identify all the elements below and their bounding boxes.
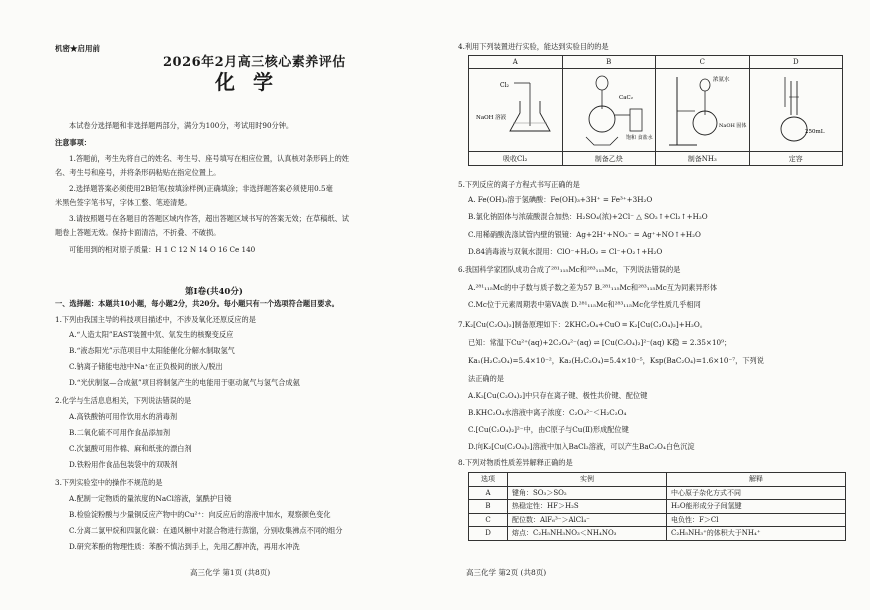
table-cell: D (469, 527, 508, 541)
question-4: 4.利用下列装置进行实验，能达到实验目的的是 (458, 42, 609, 51)
apparatus-d-figure (749, 69, 843, 152)
note-line: 3.请按照题号在各题目的答题区域内作答，超出答题区域书写的答案无效；在草稿纸、试 (69, 214, 349, 223)
option-line: A.高铁酸钠可用作饮用水的消毒剂 (69, 412, 178, 421)
subject-title: 化学 (215, 70, 291, 94)
apparatus-table (468, 55, 843, 166)
table-cell: B (469, 500, 508, 514)
apparatus-label: NaOH 固体 (719, 123, 747, 129)
option-line: A.²⁸¹₁₁₅Mc的中子数与质子数之差为57 B.²⁸¹₁₁₅Mc和²⁸³₁₁₅Mc互为同素异形体 (468, 283, 718, 292)
apparatus-label: 饱和 食盐水 (625, 135, 653, 141)
table-row (469, 527, 846, 541)
option-line: C.用稀硝酸洗涤试管内壁的银镜：Ag+2H⁺+NO₃⁻ = Ag⁺+NO↑+H₂O (468, 230, 701, 239)
table-cell: 中心原子杂化方式不同 (667, 486, 846, 500)
table-row (469, 513, 846, 527)
question-5: 5.下列反应的离子方程式书写正确的是 (458, 180, 580, 189)
note-line: 米黑色签字笔书写，字体工整、笔迹清楚。 (55, 198, 192, 207)
option-line: A.“人造太阳”EAST装置中氘、氚发生的核聚变反应 (69, 330, 234, 339)
atomic-mass-line: 可能用到的相对原子质量：H 1 C 12 N 14 O 16 Ce 140 (69, 245, 256, 254)
table-header: 实例 (508, 473, 667, 487)
question-6: 6.我国科学家团队成功合成了²⁸¹₁₁₅Mc和²⁸³₁₁₅Mc，下列说法错误的是 (458, 265, 681, 274)
left-column (55, 0, 440, 610)
option-line: B.氯化钠固体与浓硫酸混合加热：H₂SO₄(浓)+2Cl⁻ △ SO₂↑+Cl₂↑+H₂O (468, 212, 708, 221)
note-line: 名、考生号和座号，并将条形码粘贴在指定位置上。 (55, 168, 221, 177)
option-line: C.分离二氯甲烷和四氯化碳：在通风橱中对混合物进行蒸馏，分别收集沸点不同的组分 (69, 526, 343, 535)
option-line: D.向K₂[Cu(C₂O₄)₂]溶液中加入BaCl₂溶液，可以产生BaC₂O₄白色沉淀 (468, 442, 695, 451)
table-cell: A (469, 486, 508, 500)
question-3: 3.下列实验室中的操作不规范的是 (55, 478, 163, 487)
table-cell: 电负性：F＞Cl (667, 513, 846, 527)
option-line: D.“光伏制氢—合成氨”项目将制氢产生的电能用于驱动氮气与氢气合成氨 (69, 378, 300, 387)
part-heading: 第Ⅰ卷(共40分) (185, 287, 243, 297)
apparatus-a-figure (469, 69, 563, 152)
table-cell: 键角：SO₃＞SO₂ (508, 486, 667, 500)
question-1: 1.下列由我国主导的科技项目描述中，不涉及氧化还原反应的是 (55, 315, 256, 324)
apparatus-caption: 制备NH₃ (656, 152, 750, 166)
option-line: D.84消毒液与双氧水混用：ClO⁻+H₂O₂ = Cl⁻+O₂↑+H₂O (468, 247, 663, 256)
option-line: C.Mc位于元素周期表中第VA族 D.²⁸¹₁₁₅Mc和²⁸³₁₁₅Mc化学性质几乎相同 (468, 300, 701, 309)
apparatus-header: A (469, 56, 563, 69)
intro-text: 本试卷分选择题和非选择题两部分，满分为100分，考试用时90分钟。 (69, 121, 294, 130)
apparatus-label: 浓氨水 (713, 77, 730, 83)
question-7: 7.K₂[Cu(C₂O₄)₂]制备原理如下：2KHC₂O₄+CuO ═ K₂[Cu(C₂O₄)₂]+H₂O。 (458, 320, 707, 329)
confidential-stamp: 机密★启用前 (55, 44, 100, 53)
table-header: 解释 (667, 473, 846, 487)
page-footer: 高三化学 第2页 (共8页) (466, 568, 547, 577)
option-line: A.配制一定物质的量浓度的NaCl溶液，氯酰护目镜 (69, 494, 232, 503)
table-cell: 配位数：AlF₆³⁻＞AlCl₄⁻ (508, 513, 667, 527)
question-8: 8.下列对物质性质差异解释正确的是 (458, 458, 573, 467)
table-cell: 热稳定性：HF＞H₂S (508, 500, 667, 514)
exam-title: 2026年2月高三核心素养评估 (163, 55, 346, 70)
apparatus-header: B (562, 56, 656, 69)
table-header: 选项 (469, 473, 508, 487)
right-column (458, 0, 848, 610)
apparatus-c-figure (656, 69, 750, 152)
option-line: B.二氧化硫不可用作食品添加剂 (69, 428, 171, 437)
question-text: Ka₁(H₂C₂O₄)=5.4×10⁻²，Ka₂(H₂C₂O₄)=5.4×10⁻⁵，Ksp(BaC₂O₄)=1.6×10⁻⁷，下列说 (468, 356, 764, 365)
section-heading: 一、选择题：本题共10小题，每小题2分，共20分。每小题只有一个选项符合题目要求。 (55, 299, 339, 308)
apparatus-label: CaC₂ (618, 95, 633, 101)
question-2: 2.化学与生活息息相关，下列说法错误的是 (55, 396, 192, 405)
apparatus-b-figure (562, 69, 656, 152)
page-footer: 高三化学 第1页 (共8页) (190, 568, 271, 577)
option-line: D.研究苯酚的物理性质：苯酚不慎沾到手上，先用乙醇冲洗，再用水冲洗 (69, 542, 300, 551)
table-row (469, 500, 846, 514)
apparatus-caption: 定容 (749, 152, 843, 166)
note-line: 1.答题前，考生先将自己的姓名、考生号、座号填写在相应位置，认真核对条形码上的姓 (69, 154, 349, 163)
apparatus-header: D (749, 56, 843, 69)
option-line: C.钠离子储能电池中Na⁺在正负极间的嵌入/脱出 (69, 362, 223, 371)
table-row (469, 486, 846, 500)
explanation-table (468, 472, 846, 541)
table-cell: 熔点：C₂H₅NH₃NO₃＜NH₄NO₃ (508, 527, 667, 541)
option-line: A.K₂[Cu(C₂O₄)₂]中只存在离子键、极性共价键、配位键 (468, 391, 648, 400)
apparatus-caption: 制备乙炔 (562, 152, 656, 166)
note-line: 2.选择题答案必须使用2B铅笔(按填涂样例)正确填涂；非选择题答案必须使用0.5毫 (69, 184, 333, 193)
apparatus-label: 250mL (804, 129, 825, 135)
option-line: D.铁粉用作食品包装袋中的双吸剂 (69, 460, 178, 469)
option-line: C.次氯酸可用作棉、麻和纸张的漂白剂 (69, 444, 192, 453)
option-line: A. Fe(OH)₃溶于氢碘酸：Fe(OH)₃+3H⁺ = Fe³⁺+3H₂O (468, 195, 653, 204)
option-line: B.KHC₂O₄水溶液中离子浓度：C₂O₄²⁻＜H₂C₂O₄ (468, 408, 627, 417)
notes-heading: 注意事项： (55, 138, 91, 147)
table-cell: C (469, 513, 508, 527)
option-line: C.[Cu(C₂O₄)₂]²⁻中，由C原子与Cu(Ⅱ)形成配位键 (468, 425, 629, 434)
note-line: 题卷上答题无效。保持卡面清洁，不折叠、不破损。 (55, 228, 221, 237)
apparatus-caption: 吸收Cl₂ (469, 152, 563, 166)
option-line: B.检验淀粉酸与少量铜反应产物中的Cu²⁺：向反应后的溶液中加水，观察颜色变化 (69, 510, 331, 519)
table-cell: H₂O能形成分子间氢键 (667, 500, 846, 514)
question-text: 法正确的是 (468, 374, 504, 383)
table-cell: C₂H₅NH₃⁺的体积大于NH₄⁺ (667, 527, 846, 541)
apparatus-label: NaOH 溶液 (476, 115, 507, 121)
question-text: 已知：常温下Cu²⁺(aq)+2C₂O₄²⁻(aq) ⇌ [Cu(C₂O₄)₂]²⁻(aq) K稳 = 2.35×10⁹； (468, 338, 732, 347)
option-line: B.“液态阳光”示范项目中太阳能催化分解水制取氢气 (69, 346, 235, 355)
apparatus-header: C (656, 56, 750, 69)
apparatus-label: Cl₂ (500, 82, 510, 89)
